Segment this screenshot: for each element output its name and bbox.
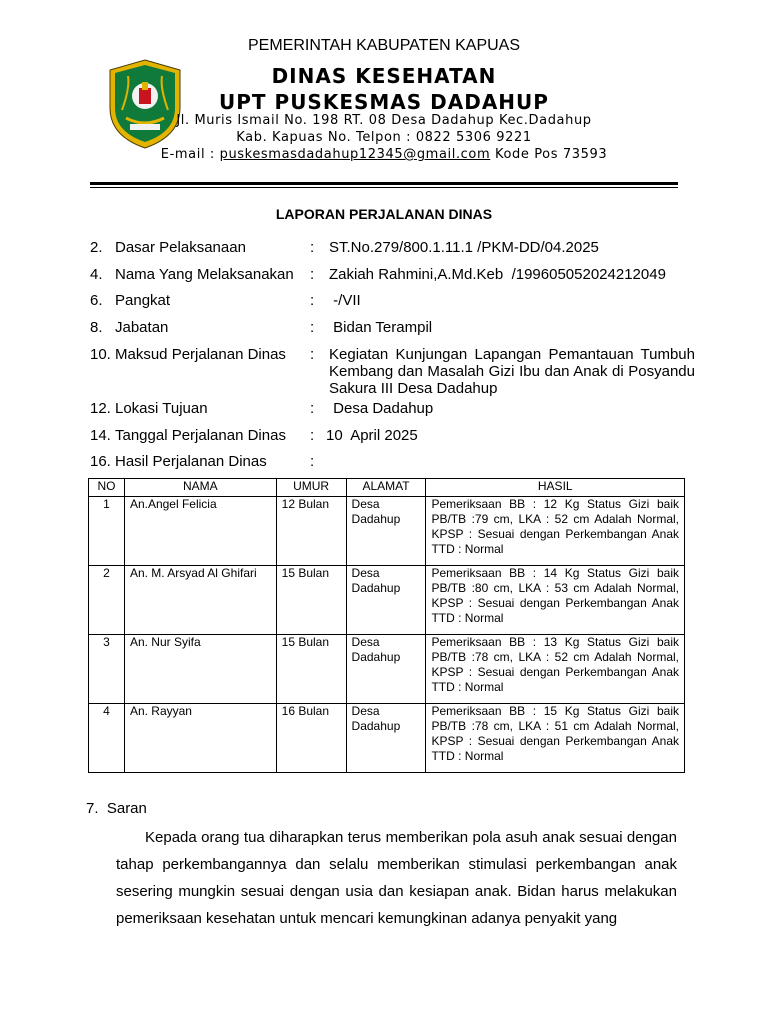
cell-hasil: Pemeriksaan BB : 12 Kg Status Gizi baik PB/TB :79 cm, LKA : 52 cm Adalah Normal, KPSP : Sesuai dengan Perkembangan Anak TTD : Normal — [426, 497, 685, 566]
cell-hasil: Pemeriksaan BB : 14 Kg Status Gizi baik PB/TB :80 cm, LKA : 53 cm Adalah Normal, KPSP : Sesuai dengan Perkembangan Anak TTD : Normal — [426, 566, 685, 635]
field-jabatan — [90, 319, 700, 336]
cell-no: 2 — [89, 566, 125, 635]
cell-no: 1 — [89, 497, 125, 566]
email-label: E-mail : — [160, 147, 220, 162]
kop-alamat: Jl. Muris Ismail No. 198 RT. 08 Desa Dadahup Kec.Dadahup — [176, 113, 592, 128]
field-number: 12. — [90, 400, 111, 417]
cell-no: 4 — [89, 704, 125, 773]
field-label: Nama Yang Melaksanakan — [115, 266, 294, 283]
email-link[interactable]: puskesmasdadahup12345@gmail.com — [219, 147, 491, 162]
field-colon: : — [310, 266, 315, 283]
cell-nama: An.Angel Felicia — [124, 497, 276, 566]
field-number: 2. — [90, 239, 103, 256]
field-number: 8. — [90, 319, 103, 336]
field-colon: : — [310, 239, 315, 256]
kop-divider-thin — [90, 187, 678, 188]
field-label: Maksud Perjalanan Dinas — [115, 346, 286, 363]
cell-alamat: Desa Dadahup — [346, 635, 426, 704]
cell-nama: An. M. Arsyad Al Ghifari — [124, 566, 276, 635]
kop-pemerintah: PEMERINTAH KABUPATEN KAPUAS — [247, 37, 521, 54]
cell-umur: 15 Bulan — [276, 635, 346, 704]
field-maksud-perjalanan — [90, 346, 700, 397]
field-pangkat — [90, 292, 700, 309]
header-nama: NAMA — [124, 479, 276, 497]
field-number: 14. — [90, 427, 111, 444]
field-label: Pangkat — [115, 292, 171, 309]
field-number: 16. — [90, 453, 111, 470]
field-value: 10 April 2025 — [326, 427, 418, 444]
field-colon: : — [310, 346, 315, 363]
header-no: NO — [89, 479, 125, 497]
cell-umur: 16 Bulan — [276, 704, 346, 773]
field-value: Kegiatan Kunjungan Lapangan Pemantauan Tumbuh Kembang dan Masalah Gizi Ibu dan Anak di Posyandu Sakura III Desa Dadahup — [329, 346, 695, 397]
field-number: 10. — [90, 346, 111, 363]
field-number: 4. — [90, 266, 103, 283]
field-colon: : — [310, 400, 315, 417]
field-label: Lokasi Tujuan — [115, 400, 208, 417]
header-umur: UMUR — [276, 479, 346, 497]
table-header-row — [89, 479, 685, 497]
field-value: -/VII — [329, 292, 361, 309]
field-nama-pelaksana — [90, 266, 700, 283]
table-row — [89, 497, 685, 566]
cell-alamat: Desa Dadahup — [346, 566, 426, 635]
field-label: Tanggal Perjalanan Dinas — [115, 427, 286, 444]
cell-hasil: Pemeriksaan BB : 13 Kg Status Gizi baik PB/TB :78 cm, LKA : 52 cm Adalah Normal, KPSP : Sesuai dengan Perkembangan Anak TTD : Normal — [426, 635, 685, 704]
cell-umur: 12 Bulan — [276, 497, 346, 566]
field-number: 6. — [90, 292, 103, 309]
field-value: Desa Dadahup — [329, 400, 434, 417]
field-hasil-perjalanan — [90, 453, 700, 470]
cell-hasil: Pemeriksaan BB : 15 Kg Status Gizi baik PB/TB :78 cm, LKA : 51 cm Adalah Normal, KPSP : Sesuai dengan Perkembangan Anak TTD : Normal — [426, 704, 685, 773]
field-colon: : — [310, 427, 315, 444]
field-dasar-pelaksanaan — [90, 239, 700, 256]
kop-divider-thick — [90, 182, 678, 185]
cell-nama: An. Rayyan — [124, 704, 276, 773]
kop-kab-telpon: Kab. Kapuas No. Telpon : 0822 5306 9221 — [236, 130, 532, 145]
field-value: ST.No.279/800.1.11.1 /PKM-DD/04.2025 — [329, 239, 599, 256]
table-row — [89, 704, 685, 773]
cell-alamat: Desa Dadahup — [346, 497, 426, 566]
table-row — [89, 635, 685, 704]
field-colon: : — [310, 453, 315, 470]
field-label: Dasar Pelaksanaan — [115, 239, 246, 256]
header-alamat: ALAMAT — [346, 479, 426, 497]
cell-alamat: Desa Dadahup — [346, 704, 426, 773]
field-colon: : — [310, 319, 315, 336]
saran-paragraph: Kepada orang tua diharapkan terus memberikan pola asuh anak sesuai dengan tahap perkembangannya dan selalu memberikan stimulasi perkembangan anak sesering mungkin sesuai dengan usia dan kesiapan anak. Bidan harus melakukan pemeriksaan kesehatan untuk mencari kemungkinan adanya penyakit yang — [116, 829, 677, 927]
header-hasil: HASIL — [426, 479, 685, 497]
field-colon: : — [310, 292, 315, 309]
field-lokasi-tujuan — [90, 400, 700, 417]
field-label: Hasil Perjalanan Dinas — [115, 453, 267, 470]
kop-upt: UPT PUSKESMAS DADAHUP — [219, 90, 549, 114]
kop-email-line — [0, 147, 768, 162]
hasil-table — [88, 478, 685, 773]
field-value: Zakiah Rahmini,A.Md.Keb /199605052024212049 — [329, 266, 666, 283]
field-value: Bidan Terampil — [329, 319, 433, 336]
cell-umur: 15 Bulan — [276, 566, 346, 635]
cell-nama: An. Nur Syifa — [124, 635, 276, 704]
field-label: Jabatan — [115, 319, 169, 336]
cell-no: 3 — [89, 635, 125, 704]
document-title: LAPORAN PERJALANAN DINAS — [275, 206, 493, 222]
saran-heading: 7. Saran — [86, 800, 147, 817]
table-row — [89, 566, 685, 635]
field-tanggal-perjalanan — [90, 427, 700, 444]
kop-dinas: DINAS KESEHATAN — [271, 64, 497, 88]
kode-pos: Kode Pos 73593 — [490, 147, 608, 162]
